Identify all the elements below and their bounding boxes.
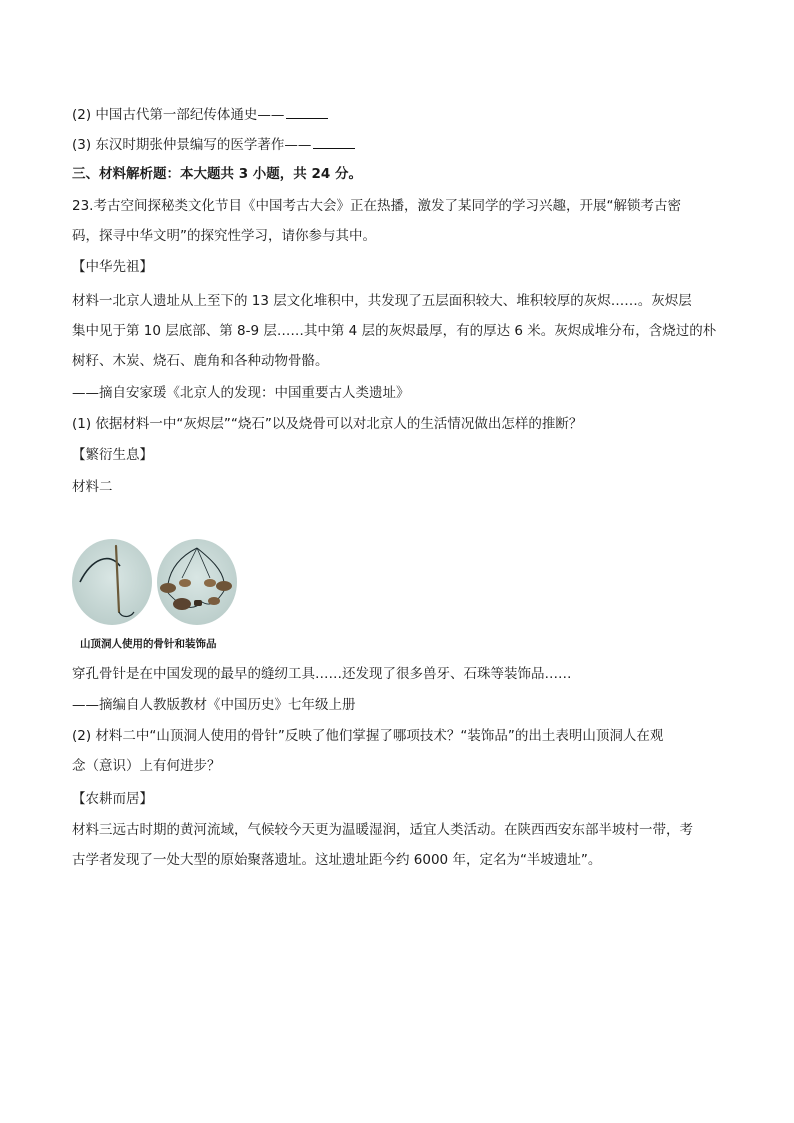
bone-needle-and-ornaments-image: [72, 538, 242, 636]
answer-blank[interactable]: [313, 134, 355, 149]
question-3-text: (3) 东汉时期张仲景编写的医学著作——: [72, 137, 312, 153]
sub-question-2-line-1: (2) 材料二中“山顶洞人使用的骨针”反映了他们掌握了哪项技术？“装饰品”的出土表明山顶洞人在观: [72, 728, 664, 744]
material-2-label: 材料二: [72, 479, 113, 495]
bone-needle-figure: [72, 538, 242, 658]
bone-needle-disc: [72, 539, 152, 625]
sub-question-2-line-2: 念（意识）上有何进步？: [72, 758, 221, 774]
material-2-source: ——摘编自人教版教材《中国历史》七年级上册: [72, 697, 356, 713]
material-1-line-3: 树籽、木炭、烧石、鹿角和各种动物骨骼。: [72, 353, 329, 369]
subheading-ancestors: 【中华先祖】: [72, 259, 153, 275]
subheading-reproduction: 【繁衍生息】: [72, 447, 153, 463]
figure-caption: 山顶洞人使用的骨针和装饰品: [80, 638, 217, 650]
subheading-farming: 【农耕而居】: [72, 791, 153, 807]
section-heading: 三、材料解析题：本大题共 3 小题，共 24 分。: [72, 166, 362, 182]
question-2-text: (2) 中国古代第一部纪传体通史——: [72, 107, 285, 123]
question-23-line-2: 码，探寻中华文明”的探究性学习，请你参与其中。: [72, 228, 376, 244]
material-1-line-2: 集中见于第 10 层底部、第 8-9 层……其中第 4 层的灰烬最厚，有的厚达 6 米。灰烬成堆分布，含烧过的朴: [72, 323, 717, 339]
question-2-line: [72, 104, 328, 125]
material-2-text: 穿孔骨针是在中国发现的最早的缝纫工具……还发现了很多兽牙、石珠等装饰品……: [72, 666, 572, 682]
material-1-line-1: 材料一北京人遗址从上至下的 13 层文化堆积中，共发现了五层面积较大、堆积较厚的灰烬……。灰烬层: [72, 293, 692, 309]
material-3-line-2: 古学者发现了一处大型的原始聚落遗址。这址遗址距今约 6000 年，定名为“半坡遗址”。: [72, 852, 602, 868]
question-23-line-1: 23.考古空间探秘类文化节目《中国考古大会》正在热播，激发了某同学的学习兴趣，开展“解锁考古密: [72, 198, 681, 214]
sub-question-1: (1) 依据材料一中“灰烬层”“烧石”以及烧骨可以对北京人的生活情况做出怎样的推断？: [72, 416, 583, 432]
material-3-line-1: 材料三远古时期的黄河流域，气候较今天更为温暖湿润，适宜人类活动。在陕西西安东部半坡村一带，考: [72, 822, 693, 838]
question-3-line: [72, 134, 355, 155]
material-1-source: ——摘自安家瑗《北京人的发现：中国重要古人类遗址》: [72, 385, 410, 401]
answer-blank[interactable]: [286, 104, 328, 119]
